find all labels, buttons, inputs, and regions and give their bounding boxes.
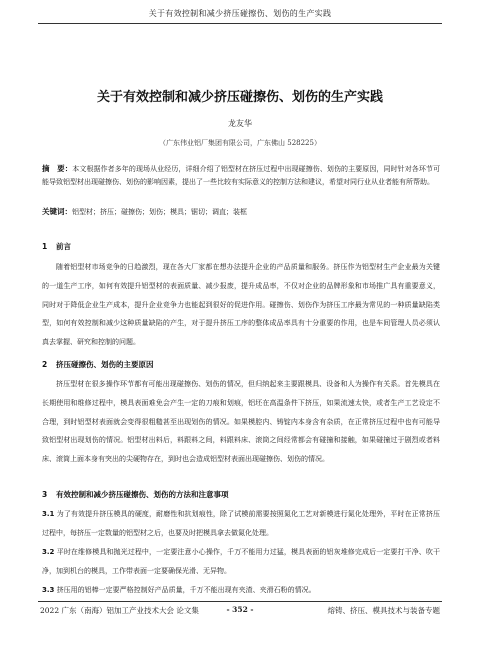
item-number: 3.1: [42, 510, 55, 518]
section-number: 1: [42, 242, 48, 251]
keywords-text: 铝型材；挤压；碰擦伤；划伤；模具；锯切；调直；装框: [72, 208, 247, 216]
item-text: 平时在维修模具和抛光过程中，一定要注意小心操作，千万不能用力过猛，模具表面的铝灰堆修完成后一定要打干净、吹干净，加到机台的模具，工作带表面一定要确保光滑、无异物。: [42, 548, 440, 575]
paragraph: 挤压型材在很多操作环节都有可能出现碰擦伤、划伤的情况，但归纳起来主要跟模具、设备和人为操作有关系。首先模具在长期使用和维修过程中，模具表面难免会产生一定的刀痕和划痕，铝坯在高温条件下挤压，如果流速太快，或者生产工艺设定不合理，到时铝型材表面就会变得很粗糙甚至出现划伤的情况。如果模腔内、铸锭内本身含有杂质，在正常挤压过程中也有可能导致铝型材出现划伤的情况。铝型材出料后，料跟料之间，料跟料床、滚筒之间经常都会有碰撞和接触，如果碰撞过于剧烈或者料床、滚筒上面本身有突出的尖硬物存在，到时也会造成铝型材表面出现碰擦伤、划伤的情况。: [42, 380, 440, 464]
page-number: - 352 -: [226, 605, 254, 614]
affiliation: （广东伟业铝厂集团有限公司，广东佛山 528225）: [159, 139, 321, 147]
item-text: 为了有效提升挤压模具的硬度，耐磨性和抗划痕性，除了试模前需要按照氮化工艺对新模进行氮化处理外，平时在正常挤压过程中，每挤压一定数量的铝型材之后，也要及时把模具拿去做氮化处理。: [42, 510, 440, 537]
list-item-3-3: [42, 581, 440, 600]
item-text: 挤压用的铝棒一定要严格控制好产品质量，千万不能出现有夹渣、夹滑石粉的情况。: [56, 586, 316, 594]
abstract-label: 摘 要：: [42, 164, 73, 173]
section-number: 3: [42, 490, 48, 499]
paragraph: 随着铝型材市场竞争的日趋激烈，现在各大厂家都在想办法提升企业的产品质量和服务。挤压作为铝型材生产企业最为关键的一道生产工序，如何有效提升铝型材的表面质量、减少报废，提升成品率，不仅对企业的品牌形象和市场推广具有重要意义，同时对于降低企业生产成本，提升企业竞争力也能起到很好的促进作用。碰擦伤、划伤作为挤压工序最为常见的一种质量缺陷类型，如何有效控制和减少这种质量缺陷的产生，对于提升挤压工序的整体成品率具有十分重要的作用，也是车间管理人员必须认真去掌握、研究和控制的问题。: [42, 263, 440, 347]
section-heading-3: [42, 489, 440, 500]
section-heading-1: [42, 241, 440, 252]
footer-proceedings: 2022 广东（南海）铝加工产业技术大会 论文集: [40, 606, 199, 615]
list-item-3-1: [42, 505, 440, 543]
section-heading-2: [42, 359, 440, 370]
keywords: [42, 206, 440, 218]
footer-rule: [38, 601, 442, 602]
abstract-text: 本文根据作者多年的现场从业经历，详细介绍了铝型材在挤压过程中出现碰擦伤、划伤的主要原因，同时针对各环节可能导致铝型材出现碰擦伤、划伤的影响因素，提出了一些比较有实际意义的控制方法和建议，希望对同行业从业者能有所帮助。: [42, 165, 441, 186]
paper-title: 关于有效控制和减少挤压碰擦伤、划伤的生产实践: [96, 90, 383, 105]
section-title: 前言: [56, 242, 71, 251]
item-number: 3.2: [42, 548, 55, 556]
keywords-label: 关键词：: [42, 207, 72, 216]
list-item-3-2: [42, 543, 440, 581]
running-head: 关于有效控制和减少挤压碰擦伤、划伤的生产实践: [148, 9, 332, 18]
footer-topic: 熔铸、挤压、模具技术与装备专题: [327, 606, 440, 615]
section-number: 2: [42, 360, 48, 369]
header-rule: [38, 23, 442, 24]
item-number: 3.3: [42, 586, 55, 594]
author: 龙友华: [228, 119, 252, 128]
section-title: 挤压碰擦伤、划伤的主要原因: [56, 360, 154, 369]
abstract: [42, 162, 440, 189]
section-title: 有效控制和减少挤压碰擦伤、划伤的方法和注意事项: [56, 490, 229, 499]
